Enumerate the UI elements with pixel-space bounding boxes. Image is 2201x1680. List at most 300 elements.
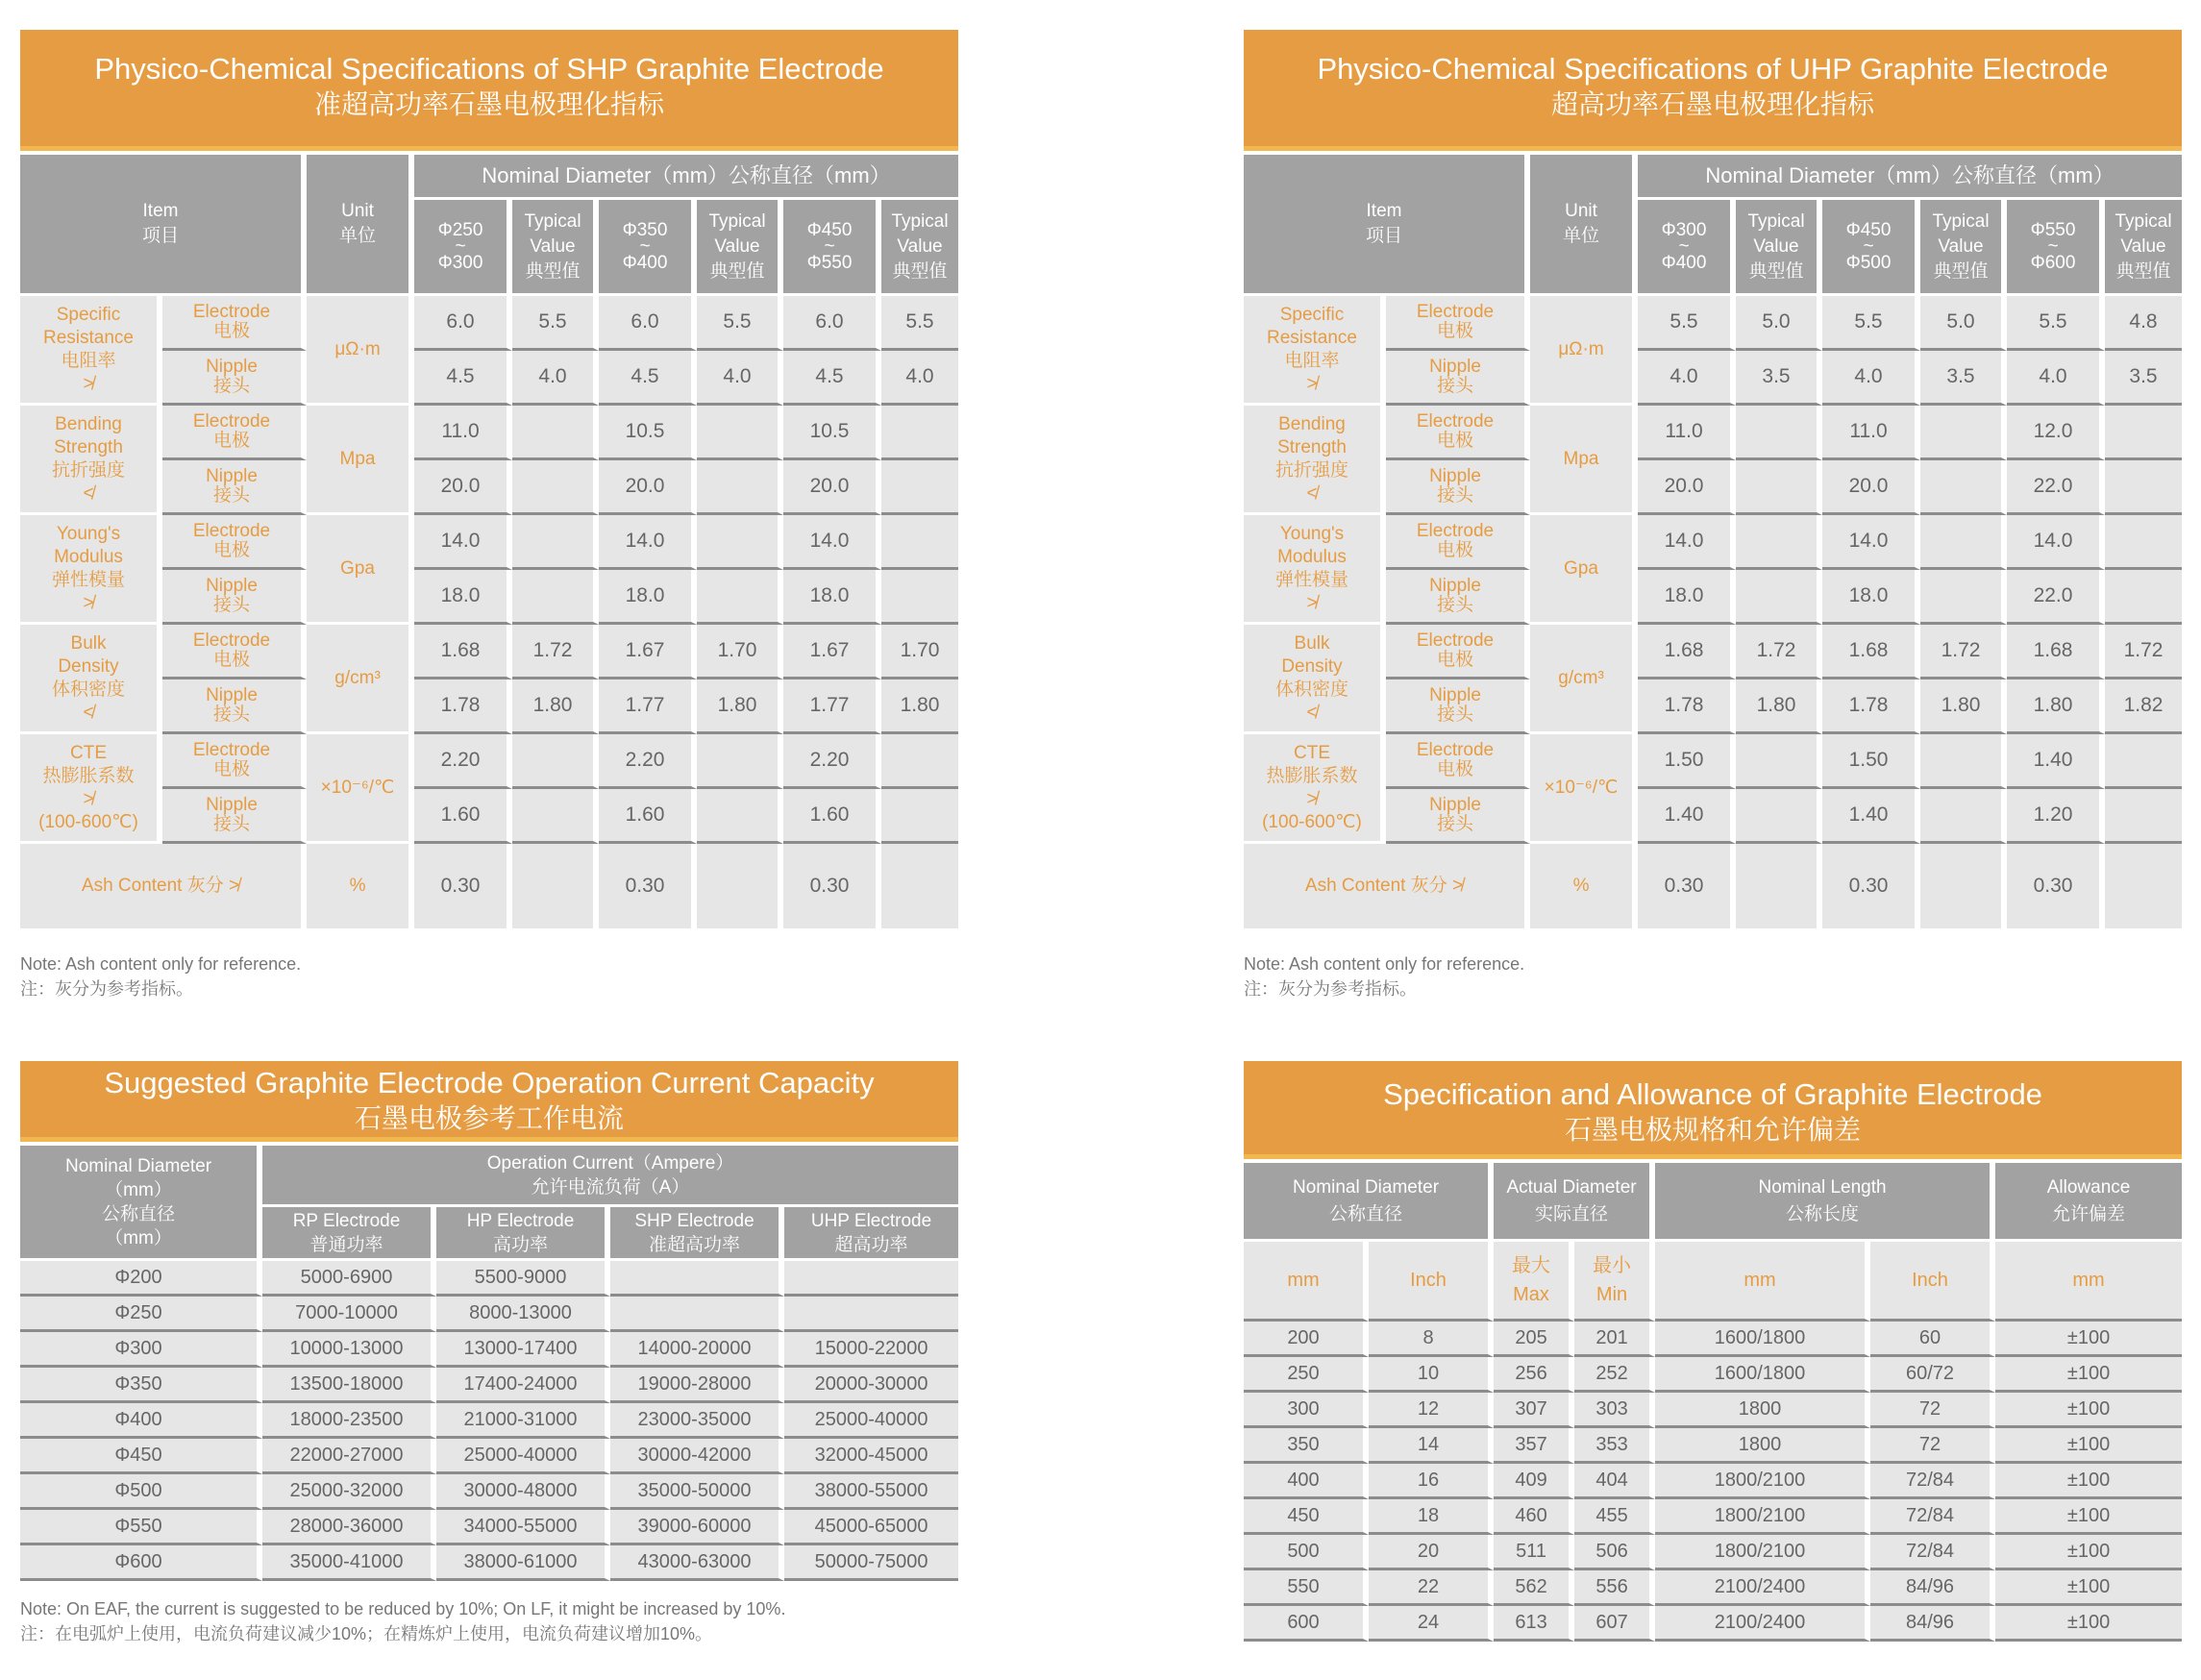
value-cell: 22 xyxy=(1369,1570,1494,1606)
value-cell: 1.68 xyxy=(414,625,512,679)
property-label xyxy=(20,515,162,625)
value-cell xyxy=(2105,734,2182,789)
value-cell: 1.50 xyxy=(1822,734,1920,789)
shp-spec-table xyxy=(20,155,958,928)
value-cell xyxy=(1920,406,2007,460)
part-name-cn: 电极 xyxy=(1437,431,1474,451)
value-cell: 1.60 xyxy=(783,789,881,844)
value-cell: 562 xyxy=(1494,1570,1574,1606)
value-cell xyxy=(2105,789,2182,844)
ash-unit: % xyxy=(1530,844,1638,928)
nominal-diameter-header: Nominal Diameter（mm）公称直径（mm） xyxy=(1638,155,2182,200)
property-label xyxy=(1244,515,1386,625)
part-name: Nipple xyxy=(1429,685,1481,705)
value-cell: 250 xyxy=(1244,1357,1369,1393)
current-cell: 43000-63000 xyxy=(610,1545,784,1581)
value-cell: 2100/2400 xyxy=(1655,1570,1870,1606)
value-cell: 5.5 xyxy=(512,296,599,351)
current-cell: 5000-6900 xyxy=(262,1261,436,1297)
property-label xyxy=(1244,406,1386,515)
value-cell: 4.0 xyxy=(1638,351,1736,406)
value-cell: 1800 xyxy=(1655,1393,1870,1428)
value-cell xyxy=(697,460,783,515)
value-cell: 0.30 xyxy=(1822,844,1920,928)
property-line: Strength xyxy=(1277,436,1347,457)
part-name-cn: 接头 xyxy=(1437,814,1474,834)
value-cell: 8 xyxy=(1369,1322,1494,1357)
property-line: Modulus xyxy=(1277,546,1347,567)
current-cell: 50000-75000 xyxy=(784,1545,958,1581)
current-cell xyxy=(610,1261,784,1297)
part-name-cn: 电极 xyxy=(1437,321,1474,341)
part-name-cn: 接头 xyxy=(213,814,251,834)
value-cell xyxy=(2105,844,2182,928)
value-cell: ±100 xyxy=(1995,1570,2182,1606)
current-cell xyxy=(784,1261,958,1297)
allowance-header: Allowance 允许偏差 xyxy=(1995,1163,2182,1242)
value-cell: 5.0 xyxy=(1920,296,2007,351)
part-name-cn: 电极 xyxy=(213,540,251,560)
value-cell: 24 xyxy=(1369,1606,1494,1642)
value-cell xyxy=(512,570,599,625)
property-line: 弹性模量 xyxy=(1274,569,1348,590)
current-cell: 13000-17400 xyxy=(436,1332,610,1368)
property-line: ≯ xyxy=(83,592,94,613)
part-name-cn: 接头 xyxy=(213,704,251,725)
length-mm: mm xyxy=(1655,1242,1870,1322)
value-cell: 4.5 xyxy=(783,351,881,406)
allowance-table xyxy=(1244,1163,2182,1642)
unit-cell: μΩ·m xyxy=(307,296,414,406)
value-cell: 1800/2100 xyxy=(1655,1535,1870,1570)
value-cell: 455 xyxy=(1574,1499,1655,1535)
nipple-label xyxy=(1386,789,1530,844)
shp-title-banner xyxy=(20,30,958,151)
typical-header: Typical Value 典型值 xyxy=(697,200,783,296)
electrode-label xyxy=(1386,625,1530,679)
nipple-label xyxy=(162,460,307,515)
value-cell: 1.60 xyxy=(414,789,512,844)
value-cell: 300 xyxy=(1244,1393,1369,1428)
value-cell: 1600/1800 xyxy=(1655,1357,1870,1393)
property-line: 抗折强度 xyxy=(51,459,125,481)
value-cell: 3.5 xyxy=(2105,351,2182,406)
value-cell: 11.0 xyxy=(1638,406,1736,460)
electrode-label xyxy=(1386,734,1530,789)
value-cell: 12.0 xyxy=(2007,406,2105,460)
uhp-note: Note: Ash content only for reference. 注：灰分为参考指标。 xyxy=(1244,954,1525,999)
part-name-cn: 电极 xyxy=(1437,540,1474,560)
property-label xyxy=(20,625,162,734)
value-cell: 1.68 xyxy=(1822,625,1920,679)
table-row xyxy=(1244,1606,2182,1642)
value-cell xyxy=(1920,570,2007,625)
value-cell: 4.5 xyxy=(599,351,697,406)
property-line: ≯ xyxy=(83,373,94,394)
value-cell: 1.70 xyxy=(697,625,783,679)
item-header: Item 项目 xyxy=(20,155,307,296)
value-cell: 18.0 xyxy=(414,570,512,625)
value-cell xyxy=(1736,460,1822,515)
current-title-en: Suggested Graphite Electrode Operation Current Capacity xyxy=(104,1066,875,1099)
diameter-cell: Φ500 xyxy=(20,1474,262,1510)
value-cell: ±100 xyxy=(1995,1393,2182,1428)
part-name-cn: 接头 xyxy=(213,376,251,396)
value-cell: 6.0 xyxy=(414,296,512,351)
uhp-title-en: Physico-Chemical Specifications of UHP Graphite Electrode xyxy=(1317,52,2109,86)
property-line: ≮ xyxy=(83,702,94,723)
value-cell: 20.0 xyxy=(414,460,512,515)
nipple-label xyxy=(1386,351,1530,406)
value-cell xyxy=(881,844,958,928)
value-cell: 0.30 xyxy=(2007,844,2105,928)
max-label: 最大 Max xyxy=(1494,1242,1574,1322)
uhp-header: UHP Electrode 超高功率 xyxy=(784,1207,958,1261)
value-cell: 16 xyxy=(1369,1464,1494,1499)
property-line: 弹性模量 xyxy=(51,569,125,590)
value-cell: 84/96 xyxy=(1870,1570,1995,1606)
value-cell: 20.0 xyxy=(599,460,697,515)
property-line: ≮ xyxy=(1306,702,1318,723)
typical-header: Typical Value 典型值 xyxy=(2105,200,2182,296)
current-cell: 35000-50000 xyxy=(610,1474,784,1510)
shp-note: Note: Ash content only for reference. 注：灰分为参考指标。 xyxy=(20,954,302,999)
value-cell: 5.5 xyxy=(1822,296,1920,351)
current-cell xyxy=(610,1297,784,1332)
unit-cell: g/cm³ xyxy=(1530,625,1638,734)
diameter-cell: Φ250 xyxy=(20,1297,262,1332)
value-cell: 3.5 xyxy=(1736,351,1822,406)
value-cell: 5.5 xyxy=(881,296,958,351)
part-name-cn: 接头 xyxy=(1437,595,1474,615)
property-line: Bulk xyxy=(70,632,107,654)
current-cell: 25000-32000 xyxy=(262,1474,436,1510)
property-label xyxy=(1244,625,1386,734)
unit-inch: Inch xyxy=(1369,1242,1494,1322)
value-cell: 1.77 xyxy=(783,679,881,734)
allowance-title-en: Specification and Allowance of Graphite Electrode xyxy=(1383,1077,2042,1111)
table-row xyxy=(1244,1357,2182,1393)
value-cell: 14 xyxy=(1369,1428,1494,1464)
unit-cell: ×10⁻⁶/℃ xyxy=(1530,734,1638,844)
value-cell: 14.0 xyxy=(2007,515,2105,570)
electrode-label xyxy=(162,625,307,679)
property-line: 体积密度 xyxy=(1274,679,1348,700)
current-cell: 14000-20000 xyxy=(610,1332,784,1368)
value-cell: 1.80 xyxy=(512,679,599,734)
current-note: Note: On EAF, the current is suggested to be reduced by 10%; On LF, it might be increased by 10%. 注：在电弧炉上使用，电流负荷建议减少10%；在精炼炉上使用，电流负荷建议增加10%。 xyxy=(20,1599,786,1643)
table-row xyxy=(20,1297,958,1332)
value-cell: 72/84 xyxy=(1870,1499,1995,1535)
value-cell: 1.78 xyxy=(1822,679,1920,734)
unit-header: Unit 单位 xyxy=(307,155,414,296)
value-cell: 2.20 xyxy=(783,734,881,789)
current-cell: 5500-9000 xyxy=(436,1261,610,1297)
value-cell xyxy=(512,734,599,789)
value-cell: 1.67 xyxy=(599,625,697,679)
value-cell xyxy=(881,460,958,515)
part-name-cn: 电极 xyxy=(1437,650,1474,670)
value-cell: 10 xyxy=(1369,1357,1494,1393)
nipple-label xyxy=(1386,679,1530,734)
property-line: Specific xyxy=(56,304,121,325)
property-line: Young's xyxy=(1279,523,1345,544)
property-line: Bending xyxy=(1278,413,1346,434)
part-name: Electrode xyxy=(192,630,271,651)
current-cell xyxy=(784,1297,958,1332)
value-cell: 6.0 xyxy=(599,296,697,351)
current-cell: 21000-31000 xyxy=(436,1403,610,1439)
property-line: 电阻率 xyxy=(1284,350,1340,371)
value-cell: 600 xyxy=(1244,1606,1369,1642)
value-cell: 14.0 xyxy=(599,515,697,570)
property-label xyxy=(20,406,162,515)
part-name: Nipple xyxy=(1429,357,1481,377)
typical-header: Typical Value 典型值 xyxy=(1736,200,1822,296)
value-cell: 5.5 xyxy=(2007,296,2105,351)
value-cell: 1.68 xyxy=(1638,625,1736,679)
value-cell: 404 xyxy=(1574,1464,1655,1499)
value-cell: 4.0 xyxy=(697,351,783,406)
value-cell: 307 xyxy=(1494,1393,1574,1428)
value-cell: 1.80 xyxy=(697,679,783,734)
diameter-cell: Φ450 xyxy=(20,1439,262,1474)
value-cell: 60/72 xyxy=(1870,1357,1995,1393)
range-header: Φ350 ~ Φ400 xyxy=(599,200,697,296)
nominal-length-header: Nominal Length 公称长度 xyxy=(1655,1163,1995,1242)
part-name-cn: 电极 xyxy=(213,321,251,341)
value-cell: 4.5 xyxy=(414,351,512,406)
operation-current-header: Operation Current（Ampere） 允许电流负荷（A） xyxy=(262,1146,958,1207)
value-cell xyxy=(1920,789,2007,844)
current-cell: 7000-10000 xyxy=(262,1297,436,1332)
value-cell: 4.0 xyxy=(2007,351,2105,406)
electrode-label xyxy=(1386,296,1530,351)
value-cell: 409 xyxy=(1494,1464,1574,1499)
current-cell: 20000-30000 xyxy=(784,1368,958,1403)
range-header: Φ300 ~ Φ400 xyxy=(1638,200,1736,296)
table-row xyxy=(20,1474,958,1510)
property-label xyxy=(1244,734,1386,844)
value-cell: 18 xyxy=(1369,1499,1494,1535)
electrode-label xyxy=(162,515,307,570)
diameter-cell: Φ350 xyxy=(20,1368,262,1403)
value-cell xyxy=(697,844,783,928)
table-row xyxy=(1244,1535,2182,1570)
value-cell xyxy=(512,406,599,460)
property-line: 抗折强度 xyxy=(1274,459,1348,481)
value-cell: ±100 xyxy=(1995,1606,2182,1642)
value-cell: 1.78 xyxy=(414,679,512,734)
value-cell: 60 xyxy=(1870,1322,1995,1357)
value-cell: 72 xyxy=(1870,1393,1995,1428)
value-cell: 357 xyxy=(1494,1428,1574,1464)
value-cell: 1.77 xyxy=(599,679,697,734)
unit-header: Unit 单位 xyxy=(1530,155,1638,296)
value-cell: 1.72 xyxy=(2105,625,2182,679)
table-row xyxy=(20,1439,958,1474)
value-cell: 12 xyxy=(1369,1393,1494,1428)
part-name: Electrode xyxy=(1416,630,1495,651)
diameter-cell: Φ400 xyxy=(20,1403,262,1439)
value-cell: 10.5 xyxy=(599,406,697,460)
value-cell xyxy=(1920,460,2007,515)
property-line: Strength xyxy=(54,436,123,457)
value-cell: 353 xyxy=(1574,1428,1655,1464)
value-cell xyxy=(2105,570,2182,625)
value-cell: 0.30 xyxy=(599,844,697,928)
value-cell: 3.5 xyxy=(1920,351,2007,406)
nipple-label xyxy=(1386,460,1530,515)
value-cell: 14.0 xyxy=(1822,515,1920,570)
unit-cell: ×10⁻⁶/℃ xyxy=(307,734,414,844)
part-name: Nipple xyxy=(1429,576,1481,596)
property-line: ≯ xyxy=(83,788,94,809)
part-name: Electrode xyxy=(192,302,271,322)
nipple-label xyxy=(162,570,307,625)
allowance-title-cn: 石墨电极规格和允许偏差 xyxy=(1564,1115,1861,1145)
value-cell: 1.50 xyxy=(1638,734,1736,789)
value-cell xyxy=(881,570,958,625)
property-line: (100-600℃) xyxy=(1262,811,1362,832)
property-label xyxy=(20,296,162,406)
electrode-label xyxy=(1386,406,1530,460)
property-line: ≮ xyxy=(83,482,94,504)
value-cell: 450 xyxy=(1244,1499,1369,1535)
value-cell: 252 xyxy=(1574,1357,1655,1393)
nominal-diameter-header: Nominal Diameter 公称直径 xyxy=(1244,1163,1494,1242)
current-cell: 8000-13000 xyxy=(436,1297,610,1332)
value-cell xyxy=(697,570,783,625)
property-line: Resistance xyxy=(1267,327,1357,348)
value-cell: 5.5 xyxy=(1638,296,1736,351)
table-row xyxy=(1244,1393,2182,1428)
value-cell: ±100 xyxy=(1995,1535,2182,1570)
value-cell: 0.30 xyxy=(414,844,512,928)
property-line: ≯ xyxy=(1306,788,1318,809)
value-cell: 1.72 xyxy=(512,625,599,679)
property-line: 电阻率 xyxy=(61,350,116,371)
value-cell: 1800/2100 xyxy=(1655,1499,1870,1535)
value-cell: 506 xyxy=(1574,1535,1655,1570)
part-name: Nipple xyxy=(1429,466,1481,486)
value-cell: 20.0 xyxy=(1638,460,1736,515)
item-header: Item 项目 xyxy=(1244,155,1530,296)
value-cell: 1800/2100 xyxy=(1655,1464,1870,1499)
current-cell: 39000-60000 xyxy=(610,1510,784,1545)
value-cell: 1.72 xyxy=(1736,625,1822,679)
value-cell: 350 xyxy=(1244,1428,1369,1464)
current-cell: 10000-13000 xyxy=(262,1332,436,1368)
table-row xyxy=(1244,1428,2182,1464)
value-cell xyxy=(697,515,783,570)
uhp-spec-table xyxy=(1244,155,2182,928)
current-cell: 38000-55000 xyxy=(784,1474,958,1510)
value-cell: 1.40 xyxy=(1638,789,1736,844)
value-cell: 1.72 xyxy=(1920,625,2007,679)
current-cell: 15000-22000 xyxy=(784,1332,958,1368)
value-cell xyxy=(1736,406,1822,460)
value-cell: 11.0 xyxy=(1822,406,1920,460)
shp-spec-panel xyxy=(20,30,958,1001)
part-name: Electrode xyxy=(1416,302,1495,322)
value-cell: 1.67 xyxy=(783,625,881,679)
property-line: 体积密度 xyxy=(51,679,125,700)
unit-cell: g/cm³ xyxy=(307,625,414,734)
value-cell xyxy=(697,734,783,789)
allowance-title-banner xyxy=(1244,1061,2182,1159)
unit-cell: Mpa xyxy=(1530,406,1638,515)
table-row xyxy=(20,1545,958,1581)
range-header: Φ550 ~ Φ600 xyxy=(2007,200,2105,296)
current-capacity-table xyxy=(20,1146,958,1581)
value-cell xyxy=(2105,515,2182,570)
range-header: Φ450 ~ Φ500 xyxy=(1822,200,1920,296)
value-cell: ±100 xyxy=(1995,1499,2182,1535)
value-cell: 1.40 xyxy=(1822,789,1920,844)
value-cell: 511 xyxy=(1494,1535,1574,1570)
value-cell: 1.80 xyxy=(881,679,958,734)
value-cell xyxy=(1736,844,1822,928)
table-row xyxy=(20,1332,958,1368)
part-name-cn: 接头 xyxy=(1437,485,1474,506)
value-cell: 1.20 xyxy=(2007,789,2105,844)
value-cell: 303 xyxy=(1574,1393,1655,1428)
value-cell: 1.80 xyxy=(1736,679,1822,734)
table-row xyxy=(20,1261,958,1297)
nipple-label xyxy=(162,789,307,844)
property-line: Density xyxy=(58,655,119,677)
value-cell: 18.0 xyxy=(1822,570,1920,625)
unit-cell: Gpa xyxy=(1530,515,1638,625)
current-title-cn: 石墨电极参考工作电流 xyxy=(354,1103,624,1133)
value-cell: 1.40 xyxy=(2007,734,2105,789)
property-line: 热膨胀系数 xyxy=(1266,765,1358,786)
value-cell: 18.0 xyxy=(599,570,697,625)
typical-header: Typical Value 典型值 xyxy=(1920,200,2007,296)
value-cell: 1.70 xyxy=(881,625,958,679)
property-line: Specific xyxy=(1279,304,1345,325)
value-cell: 22.0 xyxy=(2007,570,2105,625)
current-cell: 32000-45000 xyxy=(784,1439,958,1474)
nominal-diameter-header: Nominal Diameter （mm） 公称直径 （mm） xyxy=(20,1146,262,1261)
value-cell: 1.78 xyxy=(1638,679,1736,734)
value-cell xyxy=(512,789,599,844)
value-cell: 201 xyxy=(1574,1322,1655,1357)
value-cell: 607 xyxy=(1574,1606,1655,1642)
part-name: Nipple xyxy=(206,795,258,815)
value-cell: 1600/1800 xyxy=(1655,1322,1870,1357)
unit-cell: Mpa xyxy=(307,406,414,515)
part-name: Electrode xyxy=(1416,740,1495,760)
current-cell: 23000-35000 xyxy=(610,1403,784,1439)
current-capacity-panel xyxy=(20,1061,958,1646)
value-cell: 6.0 xyxy=(783,296,881,351)
value-cell: 84/96 xyxy=(1870,1606,1995,1642)
current-cell: 19000-28000 xyxy=(610,1368,784,1403)
value-cell: 18.0 xyxy=(1638,570,1736,625)
value-cell: 22.0 xyxy=(2007,460,2105,515)
value-cell: 556 xyxy=(1574,1570,1655,1606)
part-name: Electrode xyxy=(192,740,271,760)
value-cell xyxy=(1920,734,2007,789)
value-cell: 500 xyxy=(1244,1535,1369,1570)
property-line: Density xyxy=(1281,655,1343,677)
part-name: Nipple xyxy=(206,466,258,486)
value-cell xyxy=(512,460,599,515)
property-label xyxy=(20,734,162,844)
ash-content-label: Ash Content 灰分 ≯ xyxy=(1244,844,1530,928)
